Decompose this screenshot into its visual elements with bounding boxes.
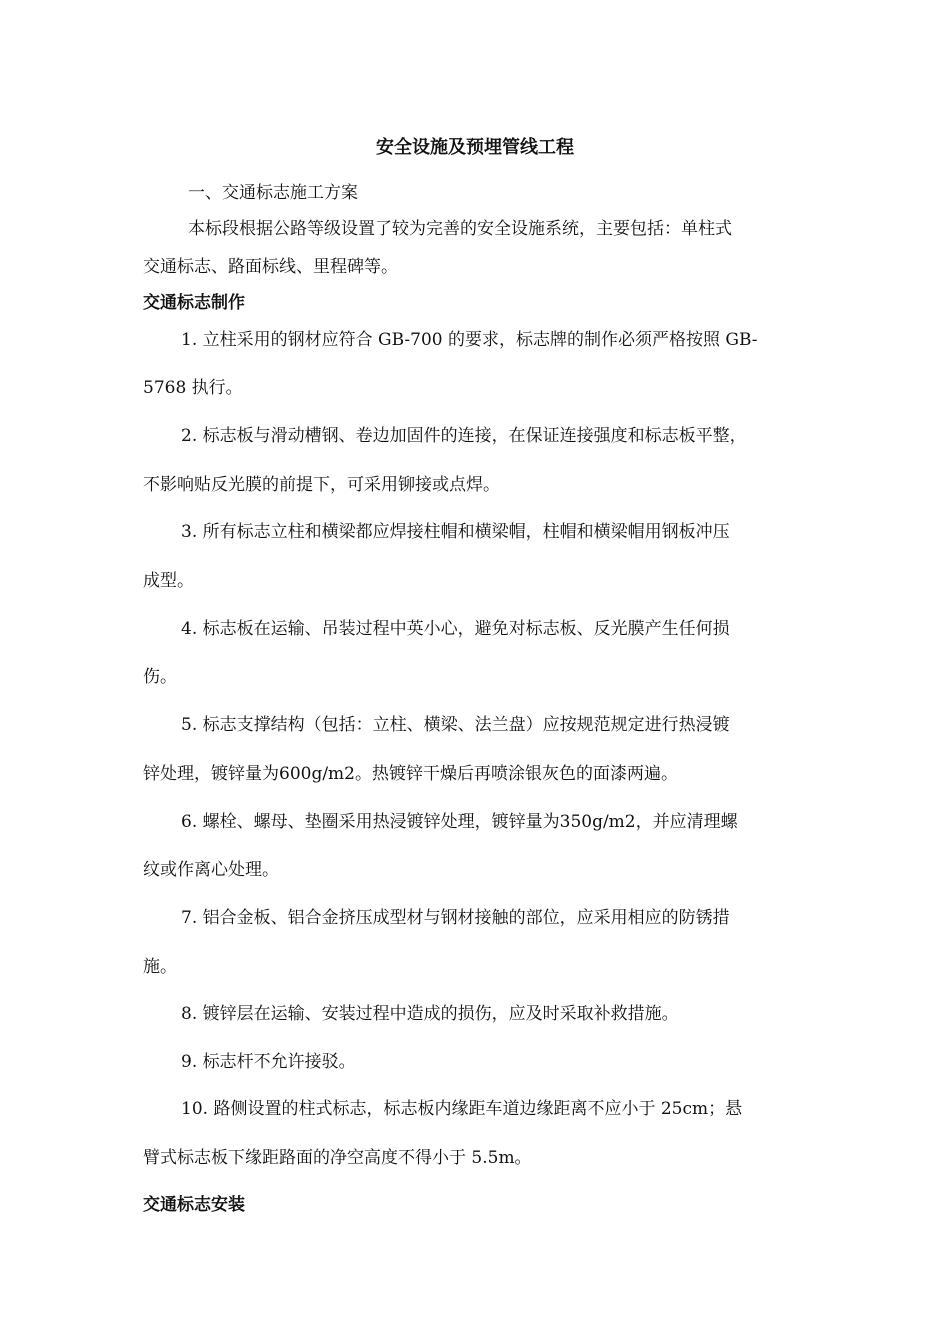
- item-7-line-1: 7. 铝合金板、铝合金挤压成型材与钢材接触的部位，应采用相应的防锈措: [181, 908, 730, 928]
- document-title: 安全设施及预埋管线工程: [376, 137, 574, 158]
- item-2-line-2: 不影响贴反光膜的前提下，可采用铆接或点焊。: [143, 475, 500, 495]
- item-6-line-2: 纹或作离心处理。: [143, 860, 279, 880]
- item-2-line-1: 2. 标志板与滑动槽钢、卷边加固件的连接，在保证连接强度和标志板平整，: [181, 426, 747, 446]
- item-8-line-1: 8. 镀锌层在运输、安装过程中造成的损伤，应及时采取补救措施。: [181, 1004, 679, 1024]
- item-5-line-2: 锌处理，镀锌量为600g/m2。热镀锌干燥后再喷涂银灰色的面漆两遍。: [143, 764, 678, 784]
- item-1-line-1: 1. 立柱采用的钢材应符合 GB-700 的要求，标志牌的制作必须严格按照 GB-: [181, 330, 758, 350]
- item-10-line-1: 10. 路侧设置的柱式标志，标志板内缘距车道边缘距离不应小于 25cm；悬: [181, 1099, 743, 1119]
- item-3-line-1: 3. 所有标志立柱和横梁都应焊接柱帽和横梁帽，柱帽和横梁帽用钢板冲压: [181, 522, 730, 542]
- item-7-line-2: 施。: [143, 957, 177, 977]
- section-heading: 一、交通标志施工方案: [188, 183, 358, 203]
- item-9-line-1: 9. 标志杆不允许接驳。: [181, 1052, 356, 1072]
- item-10-line-2: 臂式标志板下缘距路面的净空高度不得小于 5.5m。: [143, 1148, 532, 1168]
- item-4-line-1: 4. 标志板在运输、吊装过程中英小心，避免对标志板、反光膜产生任何损: [181, 619, 730, 639]
- subheading-sign-installation: 交通标志安装: [143, 1195, 245, 1215]
- item-3-line-2: 成型。: [143, 571, 194, 591]
- intro-line-1: 本标段根据公路等级设置了较为完善的安全设施系统，主要包括：单柱式: [188, 219, 732, 239]
- intro-line-2: 交通标志、路面标线、里程碑等。: [143, 257, 398, 277]
- item-1-line-2: 5768 执行。: [143, 378, 243, 398]
- item-6-line-1: 6. 螺栓、螺母、垫圈采用热浸镀锌处理，镀锌量为350g/m2，并应清理螺: [181, 812, 738, 832]
- subheading-sign-fabrication: 交通标志制作: [143, 293, 245, 313]
- item-4-line-2: 伤。: [143, 667, 177, 687]
- item-5-line-1: 5. 标志支撑结构（包括：立柱、横梁、法兰盘）应按规范规定进行热浸镀: [181, 715, 730, 735]
